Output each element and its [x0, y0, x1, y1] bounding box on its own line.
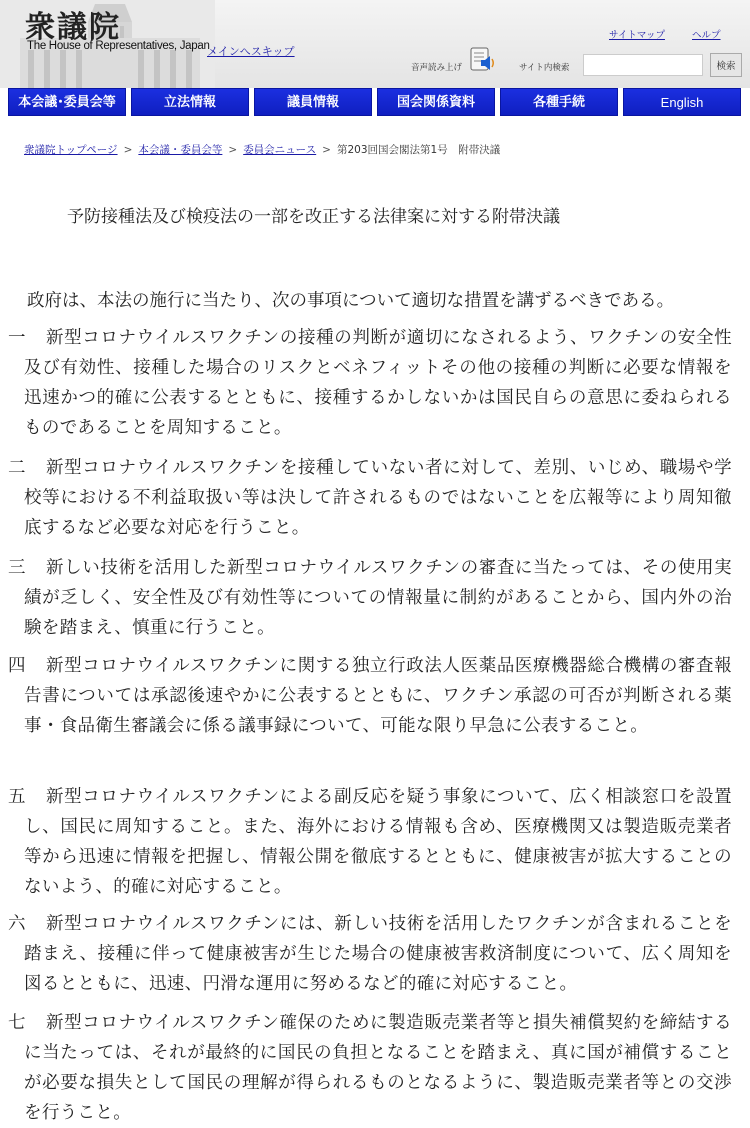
resolution-item [8, 651, 732, 741]
site-header [0, 0, 750, 88]
nav-diet-materials[interactable]: 国会関係資料 [377, 88, 495, 116]
resolution-item [8, 553, 732, 643]
item-text: 新型コロナウイルスワクチン確保のために製造販売業者等と損失補償契約を締結するに当たっては、それが最終的に国民の負担となることを踏まえ、真に国が補償することが必要な損失として国民の理解が得られるものとなるように、製造販売業者等との交渉を行うこと。 [24, 1013, 732, 1123]
item-text: 新しい技術を活用した新型コロナウイルスワクチンの審査に当たっては、その使用実績が乏しく、安全性及び有効性等についての情報量に制約があることから、国内外の治験を踏まえ、慎重に行うこと。 [24, 558, 732, 638]
item-number: 二 [8, 458, 26, 478]
resolution-intro: 政府は、本法の施行に当たり、次の事項について適切な措置を講ずるべきである。 [27, 291, 675, 311]
item-number: 四 [8, 656, 26, 676]
breadcrumb-separator: > [123, 144, 133, 156]
item-text: 新型コロナウイルスワクチンの接種の判断が適切になされるよう、ワクチンの安全性及び有効性、接種した場合のリスクとベネフィットその他の接種の判断に必要な情報を迅速かつ的確に公表するとともに、接種するかしないかは国民自らの意思に委ねられるものであることを周知すること。 [24, 328, 732, 438]
nav-members[interactable]: 議員情報 [254, 88, 372, 116]
breadcrumb-separator: > [228, 144, 238, 156]
site-search-input[interactable] [583, 54, 703, 76]
resolution-item [8, 1008, 732, 1128]
breadcrumb-separator: > [322, 144, 331, 156]
global-nav [0, 88, 750, 118]
resolution-item [8, 782, 732, 902]
resolution-item [8, 323, 732, 443]
item-number: 七 [8, 1013, 26, 1033]
voice-readout-label: 音声読み上げ [411, 63, 463, 73]
breadcrumb-home-link[interactable]: 衆議院トップページ [24, 144, 118, 156]
breadcrumb [24, 142, 500, 157]
page-title: 予防接種法及び検疫法の一部を改正する法律案に対する附帯決議 [67, 207, 560, 227]
site-search-label: サイト内検索 [519, 63, 570, 73]
speaker-icon[interactable] [470, 47, 496, 73]
resolution-item [8, 909, 732, 999]
item-text: 新型コロナウイルスワクチンには、新しい技術を活用したワクチンが含まれることを踏まえ、接種に伴って健康被害が生じた場合の健康被害救済制度について、広く周知を図るとともに、迅速、円滑な運用に努めるなど的確に対応すること。 [24, 914, 732, 994]
resolution-item [8, 453, 732, 543]
breadcrumb-committee-news-link[interactable]: 委員会ニュース [243, 144, 317, 156]
breadcrumb-current: 第203回国会閣法第1号 附帯決議 [336, 144, 501, 156]
item-number: 五 [8, 787, 26, 807]
search-button[interactable]: 検索 [710, 53, 742, 77]
nav-english[interactable]: English [623, 88, 741, 116]
site-logo-english[interactable]: The House of Representatives, Japan [27, 40, 210, 52]
sitemap-link[interactable]: サイトマップ [609, 30, 665, 41]
item-text: 新型コロナウイルスワクチンを接種していない者に対して、差別、いじめ、職場や学校等における不利益取扱い等は決して許されるものではないことを広報等により周知徹底するなど必要な対応を行うこと。 [24, 458, 732, 538]
breadcrumb-plenary-link[interactable]: 本会議・委員会等 [138, 144, 223, 156]
nav-procedures[interactable]: 各種手続 [500, 88, 618, 116]
site-logo[interactable]: 衆議院 [25, 10, 121, 45]
help-link[interactable]: ヘルプ [692, 30, 721, 41]
item-text: 新型コロナウイルスワクチンに関する独立行政法人医薬品医療機器総合機構の審査報告書については承認後速やかに公表するとともに、ワクチン承認の可否が判断される薬事・食品衛生審議会に係る議事録について、可能な限り早急に公表すること。 [24, 656, 732, 736]
item-number: 一 [8, 328, 26, 348]
item-text: 新型コロナウイルスワクチンによる副反応を疑う事象について、広く相談窓口を設置し、国民に周知すること。また、海外における情報も含め、医療機関又は製造販売業者等から迅速に情報を把握し、情報公開を徹底するとともに、健康被害が拡大することのないよう、的確に対応すること。 [24, 787, 732, 897]
nav-legislation[interactable]: 立法情報 [131, 88, 249, 116]
nav-plenary-committees[interactable]: 本会議･委員会等 [8, 88, 126, 116]
skip-to-main-link[interactable]: メインへスキップ [207, 45, 295, 58]
item-number: 三 [8, 558, 26, 578]
item-number: 六 [8, 914, 26, 934]
